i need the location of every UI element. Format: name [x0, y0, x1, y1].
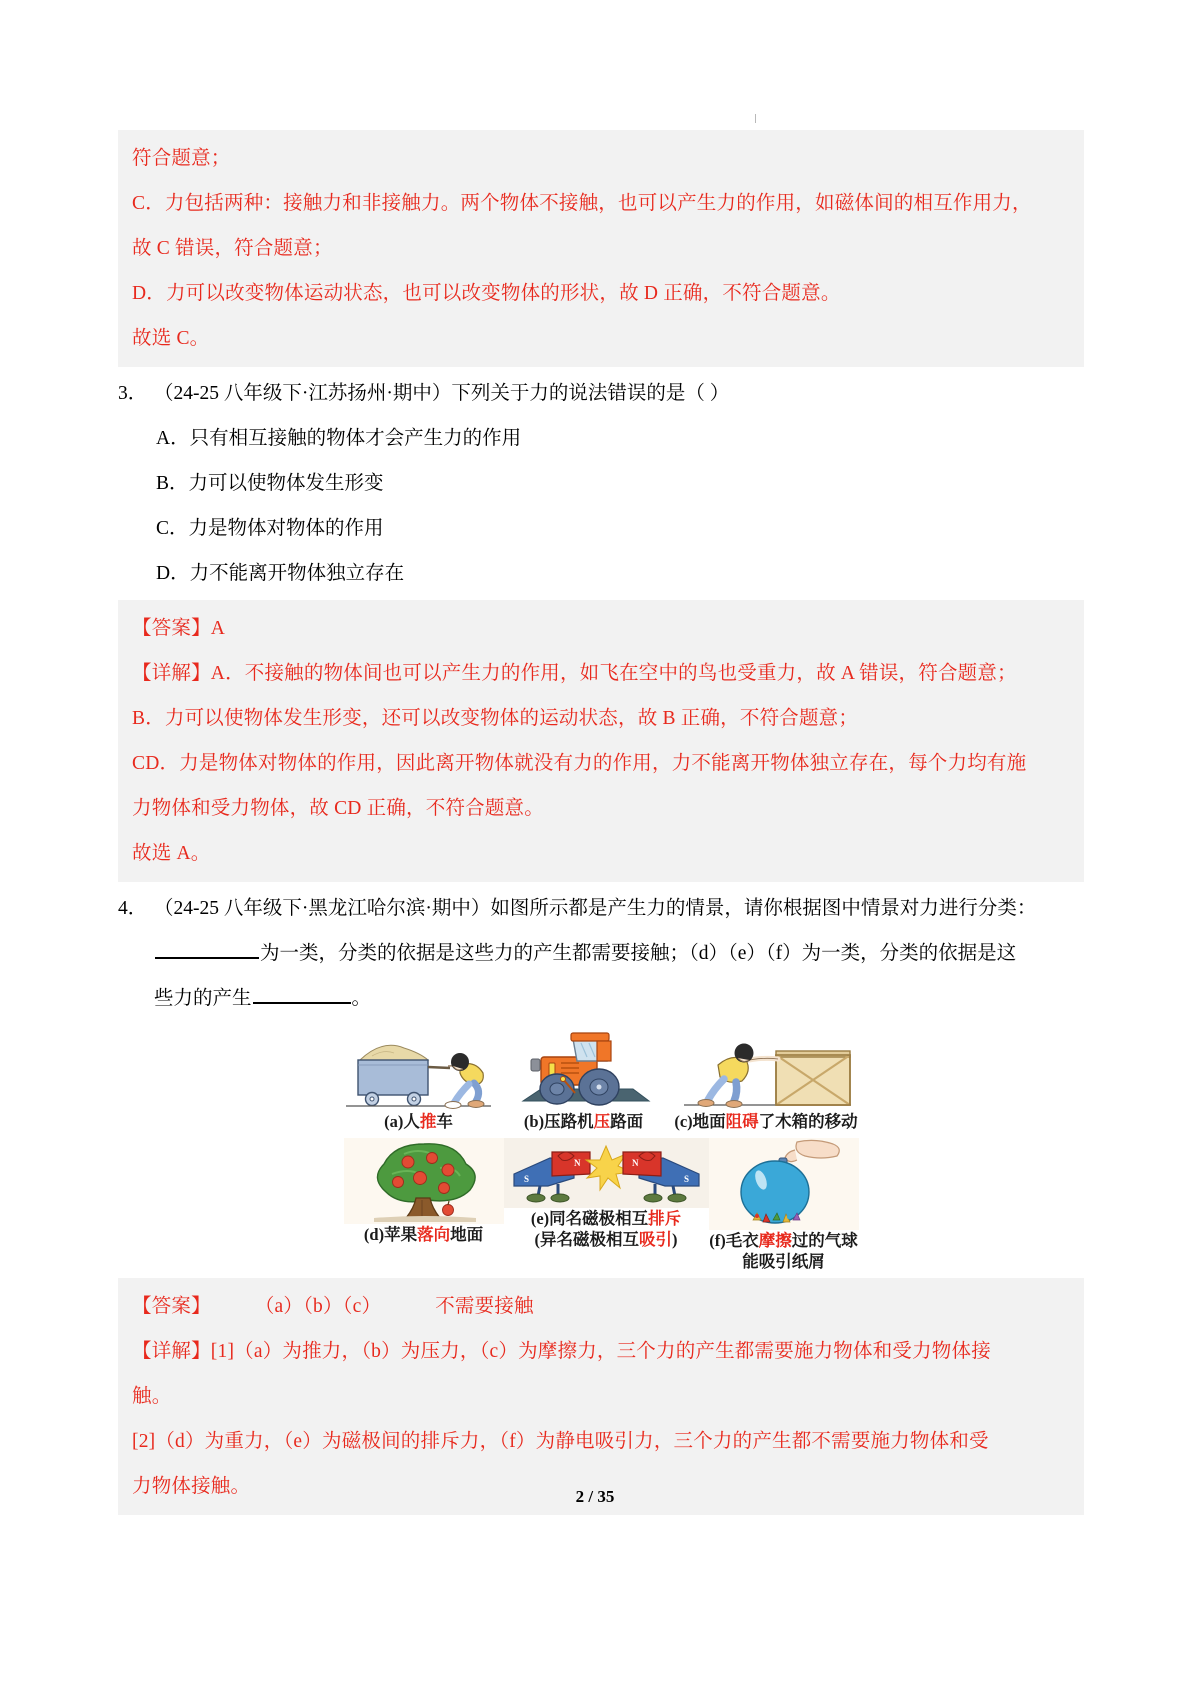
figure-caption-f-line1 [709, 1231, 857, 1251]
person-pushing-crate-illustration [666, 1027, 866, 1111]
caption-part: (异名磁极相互 [534, 1230, 639, 1249]
apple-tree-illustration [344, 1138, 504, 1224]
answer-value-1: （a）（b）（c） [254, 1296, 382, 1317]
figure-item-b [501, 1027, 666, 1132]
question-4-answer-block [118, 1278, 1084, 1515]
explanation-line: 力物体和受力物体，故 CD 正确，不符合题意。 [132, 798, 544, 819]
explanation-line: 故选 A。 [132, 843, 211, 864]
explanation-line: 【详解】[1]（a）为推力，（b）为压力，（c）为摩擦力，三个力的产生都需要施力物体和受力物体接 [132, 1341, 991, 1362]
caption-part: (f)毛衣 [709, 1231, 759, 1250]
caption-part: 过的气球 [791, 1231, 858, 1250]
answer-line: 【答案】A [132, 618, 226, 639]
caption-part: 地面 [450, 1225, 484, 1244]
question-4-line3-suffix: 。 [351, 988, 372, 1009]
explanation-line: 【详解】A．不接触的物体间也可以产生力的作用，如飞在空中的鸟也受重力，故 A 错误，符合题意； [132, 663, 1017, 684]
answer-value-2: 不需要接触 [435, 1296, 534, 1317]
answer-blank-2[interactable] [253, 982, 351, 1004]
explanation-line: 故 C 错误，符合题意； [132, 238, 333, 259]
caption-part-highlight: 摩擦 [758, 1231, 792, 1250]
caption-part: (a)人 [384, 1112, 420, 1131]
question-3-text: （24-25 八年级下·江苏扬州·期中）下列关于力的说法错误的是（ ） [154, 383, 730, 404]
explanation-line: 触。 [132, 1386, 172, 1407]
svg-text:S: S [683, 1174, 689, 1184]
question-3-answer-block [118, 600, 1084, 882]
caption-part-highlight: 落向 [417, 1225, 451, 1244]
figure-caption-a [384, 1112, 453, 1132]
question-4-number: 4． [118, 898, 148, 919]
caption-part: 了木箱的移动 [758, 1112, 858, 1131]
figure-item-a [336, 1027, 501, 1132]
page-number: 2 / 35 [575, 1487, 615, 1506]
svg-text:N: N [631, 1158, 638, 1168]
explanation-block-continued [118, 130, 1084, 367]
question-4-line3-prefix: 些力的产生 [154, 988, 252, 1009]
figure-caption-d [364, 1225, 483, 1245]
figure-caption-c [674, 1112, 857, 1132]
figure-caption-e-line2 [535, 1230, 678, 1250]
caption-part: 能吸引纸屑 [742, 1252, 825, 1271]
svg-text:N: N [573, 1158, 580, 1168]
balloon-static-illustration [709, 1138, 859, 1230]
explanation-line: D．力可以改变物体运动状态，也可以改变物体的形状，故 D 正确，不符合题意。 [132, 283, 841, 304]
caption-part: (b)压路机 [523, 1112, 594, 1131]
explanation-line: 符合题意； [132, 148, 231, 169]
explanation-line: C．力包括两种：接触力和非接触力。两个物体不接触，也可以产生力的作用，如磁体间的相互作用力， [132, 193, 1032, 214]
question-4-text: （24-25 八年级下·黑龙江哈尔滨·期中）如图所示都是产生力的情景，请你根据图中情景对力进行分类： [154, 898, 1037, 919]
explanation-line: [2]（d）为重力，（e）为磁极间的排斥力，（f）为静电吸引力，三个力的产生都不需要施力物体和受 [132, 1431, 989, 1452]
explanation-line: 故选 C。 [132, 328, 210, 349]
caption-part-highlight: 排斥 [648, 1209, 682, 1228]
figure-item-d [344, 1138, 504, 1245]
question-3-option-b[interactable]: B．力可以使物体发生形变 [156, 473, 384, 494]
magnets-repel-illustration [504, 1138, 709, 1208]
question-4-line2-text: 为一类，分类的依据是这些力的产生都需要接触；（d）（e）（f）为一类，分类的依据是这 [260, 943, 1017, 964]
question-4-blank-line-2 [118, 976, 1084, 1021]
figure-caption-e-line1 [531, 1209, 681, 1229]
question-3-number: 3． [118, 383, 148, 404]
question-4-blank-line-1 [118, 931, 1084, 976]
figure-item-f [709, 1138, 859, 1272]
caption-part: (d)苹果 [363, 1225, 418, 1244]
figure-item-e [504, 1138, 709, 1250]
figure-row-1 [336, 1027, 866, 1132]
figure-item-c [666, 1027, 866, 1132]
caption-part-highlight: 吸引 [639, 1230, 672, 1249]
question-4-figure [118, 1027, 1084, 1272]
answer-blank-1[interactable] [155, 937, 259, 959]
caption-part: ) [672, 1230, 678, 1249]
answer-label: 【答案】 [132, 1296, 211, 1317]
caption-part-highlight: 推 [419, 1112, 437, 1131]
caption-part-highlight: 压 [593, 1112, 611, 1131]
explanation-line: B．力可以使物体发生形变，还可以改变物体的运动状态，故 B 正确，不符合题意； [132, 708, 859, 729]
question-3-option-a[interactable]: A．只有相互接触的物体才会产生力的作用 [156, 428, 522, 449]
caption-part: (e)同名磁极相互 [530, 1209, 649, 1228]
caption-part: 车 [436, 1112, 453, 1131]
caption-part: (c)地面 [674, 1112, 726, 1131]
figure-row-2 [344, 1138, 859, 1272]
page-content [118, 0, 1084, 1515]
figure-caption-b [524, 1112, 643, 1132]
person-pushing-cart-illustration [336, 1027, 501, 1111]
explanation-line: CD．力是物体对物体的作用，因此离开物体就没有力的作用，力不能离开物体独立存在，每个力均有施 [132, 753, 1027, 774]
caption-part-highlight: 阻碍 [725, 1112, 759, 1131]
svg-text:S: S [523, 1174, 529, 1184]
caption-part: 路面 [610, 1112, 644, 1131]
question-3-option-c[interactable]: C．力是物体对物体的作用 [156, 518, 384, 539]
answer-line [132, 1284, 1070, 1329]
question-3-option-d[interactable]: D．力不能离开物体独立存在 [156, 563, 405, 584]
figure-caption-f-line2 [742, 1252, 825, 1272]
question-4-stem [118, 886, 1084, 931]
question-3-stem [118, 371, 1084, 416]
explanation-line: 力物体接触。 [132, 1476, 251, 1497]
road-roller-illustration [501, 1027, 666, 1111]
